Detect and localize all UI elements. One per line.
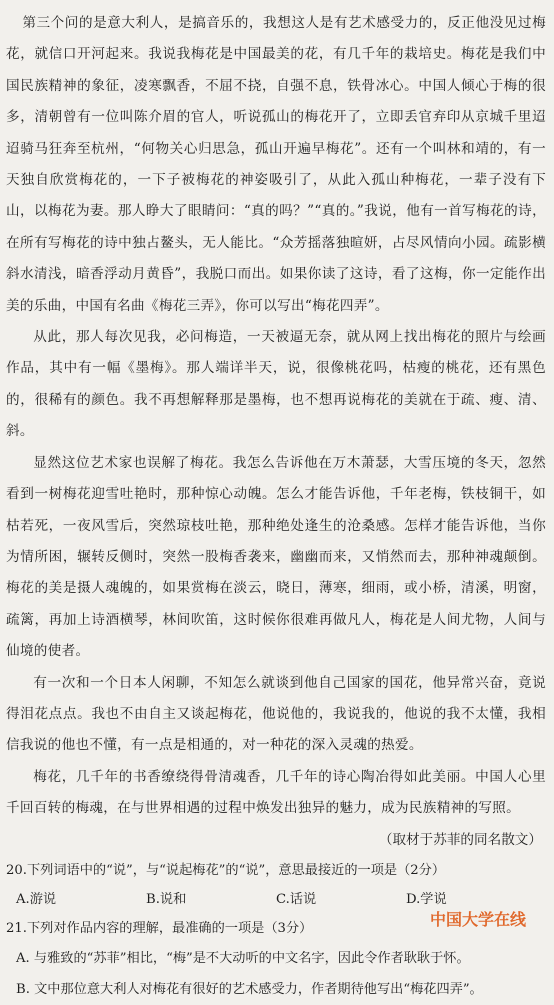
question-20-stem: 20.下列词语中的“说”，与“说起梅花”的“说”，意思最接近的一项是（2分）: [6, 862, 446, 878]
question-20-option-a: A.游说: [16, 891, 57, 907]
essay-paragraph-4: 有一次和一个日本人闲聊，不知怎么就谈到他自己国家的国花，他异常兴奋，竟说得泪花点点。我也不由自主又谈起梅花，他说他的，我说我的，他说的我不太懂，我相信我说的他也不懂，有一点是相通的，对一种花的深入灵魂的热爱。: [6, 674, 546, 754]
question-21-option-a: A. 与雅致的“苏菲”相比，“梅”是不大动听的中文名字，因此令作者耿耿于怀。: [16, 950, 470, 966]
question-20-option-d: D.学说: [406, 891, 447, 907]
question-20-option-c: C.话说: [276, 891, 317, 907]
essay-paragraph-2: 从此，那人每次见我，必问梅造，一天被逼无奈，就从网上找出梅花的照片与绘画作品，其中有一幅《墨梅》。那人端详半天，说，很像桃花吗，枯瘦的桃花，还有黑色的，很稀有的颜色。我不再想解释那是墨梅，也不想再说梅花的美就在于疏、瘦、清、斜。: [6, 329, 546, 440]
source-citation: （取材于苏菲的同名散文）: [378, 831, 542, 848]
question-21-stem: 21.下列对作品内容的理解，最准确的一项是（3分）: [6, 920, 313, 936]
essay-paragraph-5: 梅花，几千年的书香缭绕得骨清魂香，几千年的诗心陶冶得如此美丽。中国人心里千回百转的梅魂，在与世界相遇的过程中焕发出独异的魅力，成为民族精神的写照。: [6, 768, 546, 817]
question-21-option-b: B. 文中那位意大利人对梅花有很好的艺术感受力，作者期待他写出“梅花四弄”。: [16, 981, 483, 997]
question-20-option-b: B.说和: [146, 891, 187, 907]
essay-paragraph-3: 显然这位艺术家也误解了梅花。我怎么告诉他在万木萧瑟，大雪压境的冬天，忽然看到一树梅花迎雪吐艳时，那种惊心动魄。怎么才能告诉他，千年老梅，铁枝铜干，如枯若死，一夜风雪后，突然琼枝吐艳，那种绝处逢生的沧桑感。怎样才能告诉他，当你为情所困，辗转反侧时，突然一股梅香袭来，幽幽而来，又悄然而去，那种神魂颠倒。梅花的美是摄人魂魄的，如果赏梅在淡云，晓日，薄寒，细雨，或小桥，清溪，明窗，疏篱，再加上诗酒横琴，林间吹笛，这时候你很难再做凡人，梅花是人间尤物，人间与仙境的使者。: [6, 454, 546, 660]
essay-paragraph-1: 第三个问的是意大利人，是搞音乐的，我想这人是有艺术感受力的，反正他没见过梅花，就信口开河起来。我说我梅花是中国最美的花，有几千年的栽培史。梅花是我们中国民族精神的象征，凌寒飘香，不屈不挠，自强不息，铁骨冰心。中国人倾心于梅的很多，清朝曾有一位叫陈介眉的官人，听说孤山的梅花开了，立即丢官弃印从京城千里迢迢骑马狂奔至杭州，“何物关心归思急，孤山开遍早梅花”。还有一个叫林和靖的，有一天独自欣赏梅花的，一下子被梅花的神姿吸引了，从此入孤山种梅花，一辈子没有下山，以梅花为妻。那人睁大了眼睛问：“真的吗？”“真的。”我说，他有一首写梅花的诗，在所有写梅花的诗中独占鳌头，无人能比。“众芳摇落独暄妍，占尽风情向小园。疏影横斜水清浅，暗香浮动月黄昏”，我脱口而出。如果你读了这诗，看了这梅，你一定能作出美的乐曲，中国有名曲《梅花三弄》，你可以写出“梅花四弄”。: [6, 15, 546, 314]
watermark-logo: 中国大学在线: [428, 907, 528, 930]
